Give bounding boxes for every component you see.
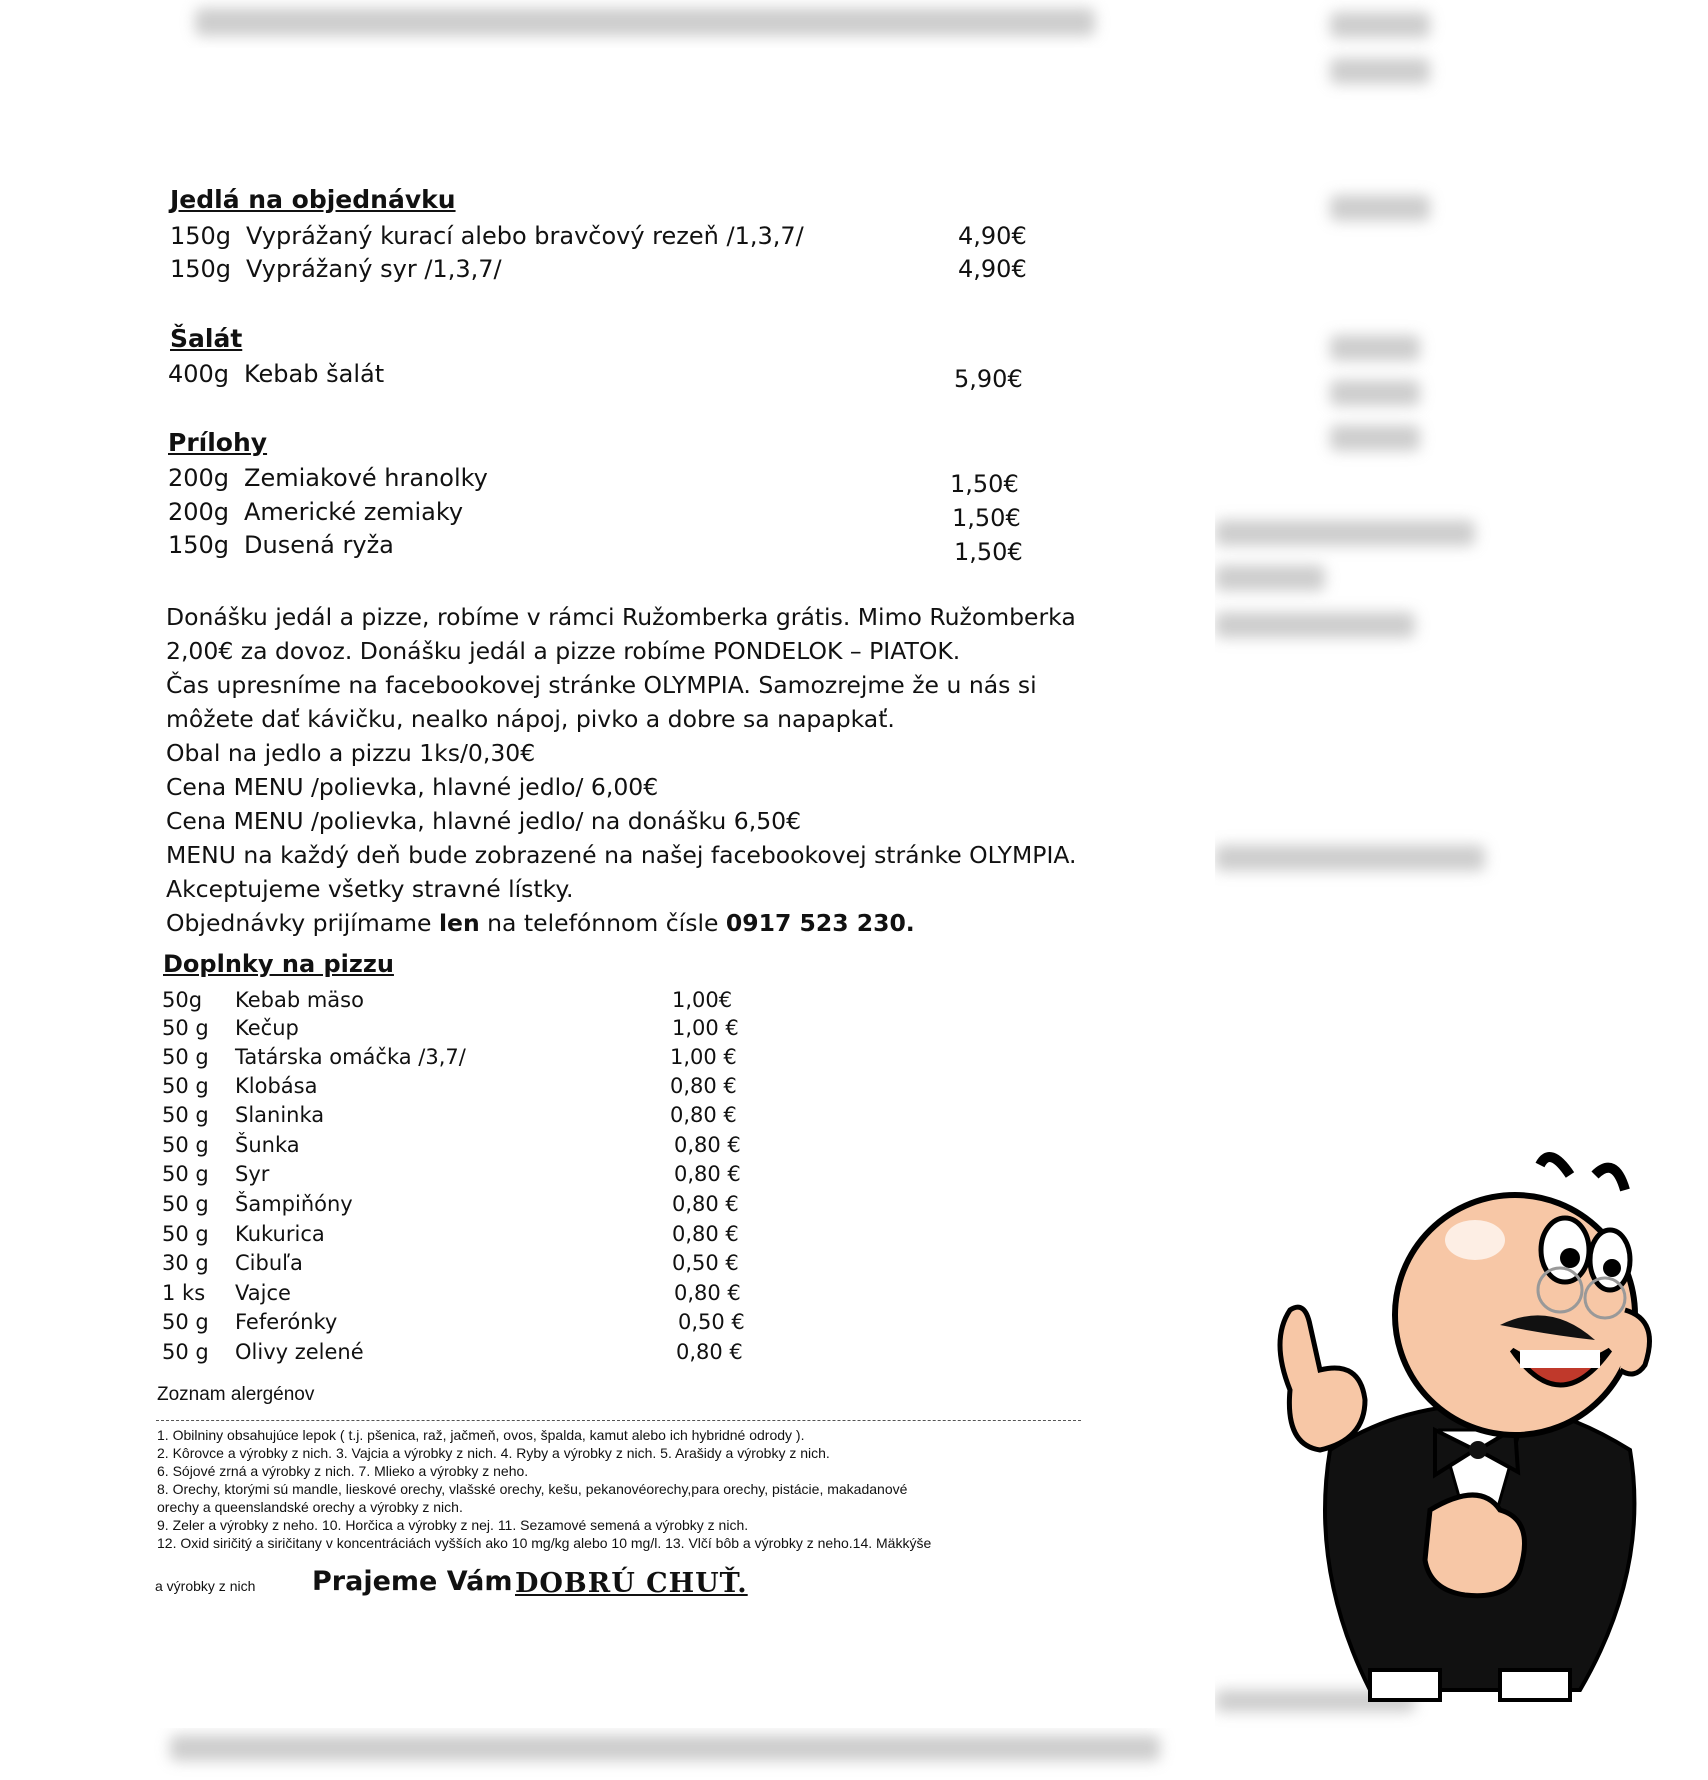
item-name: Šampiňóny (235, 1192, 353, 1216)
item-price: 0,80 € (670, 1103, 737, 1127)
doplnok-item (162, 1192, 739, 1216)
section-title-doplnky: Doplnky na pizzu (163, 950, 394, 978)
item-weight: 50 g (162, 1133, 209, 1157)
item-price: 1,50€ (952, 504, 1021, 532)
phone-number: 0917 523 230. (725, 909, 915, 937)
item-name: Syr (235, 1162, 270, 1186)
section-title-prilohy: Prílohy (168, 428, 268, 457)
item-name: Dusená ryža (244, 531, 394, 559)
order-line: Objednávky prijímame len na telefónnom čísle 0917 523 230. (166, 909, 915, 937)
item-name: Kebab mäso (235, 988, 364, 1012)
item-weight: 50 g (162, 1074, 209, 1098)
allergen-line: orechy a queenslandské orechy a výrobky z nich. (157, 1499, 463, 1515)
info-line: Obal na jedlo a pizzu 1ks/0,30€ (166, 739, 536, 767)
item-name: Feferónky (235, 1310, 338, 1334)
allergen-tail: a výrobky z nich (155, 1578, 256, 1594)
item-name: Cibuľa (235, 1251, 303, 1275)
item-price: 1,00 € (672, 1016, 739, 1040)
item-name: Vyprážaný syr /1,3,7/ (246, 255, 502, 283)
item-price: 0,80 € (674, 1133, 741, 1157)
item-name: Klobása (235, 1074, 318, 1098)
item-name: Zemiakové hranolky (244, 464, 488, 492)
info-line: Akceptujeme všetky stravné lístky. (166, 875, 574, 903)
item-name: Vyprážaný kurací alebo bravčový rezeň /1,3,7/ (246, 222, 804, 250)
doplnok-item (162, 1340, 743, 1364)
item-weight: 50 g (162, 1310, 209, 1334)
item-name: Slaninka (235, 1103, 325, 1127)
item-weight: 150g (168, 531, 230, 559)
item-price: 1,00€ (672, 988, 733, 1012)
item-price: 0,80 € (676, 1340, 743, 1364)
item-price: 0,80 € (672, 1222, 739, 1246)
menu-item (168, 531, 1028, 566)
item-price: 1,00 € (670, 1045, 737, 1069)
item-weight: 200g (168, 464, 230, 492)
info-line: Cena MENU /polievka, hlavné jedlo/ na donášku 6,50€ (166, 807, 802, 835)
waiter-mascot-icon (1250, 1150, 1670, 1710)
menu-item (170, 222, 1030, 250)
item-price: 1,50€ (954, 538, 1023, 566)
item-name: Olivy zelené (235, 1340, 364, 1364)
item-weight: 50 g (162, 1162, 209, 1186)
item-weight: 400g (168, 360, 230, 388)
item-name: Tatárska omáčka /3,7/ (235, 1045, 466, 1069)
item-price: 0,80 € (674, 1281, 741, 1305)
item-weight: 150g (170, 255, 232, 283)
allergen-line: 9. Zeler a výrobky z neho. 10. Horčica a výrobky z nej. 11. Sezamové semená a výrobky z nich. (157, 1517, 749, 1533)
item-price: 4,90€ (958, 255, 1027, 283)
item-price: 0,50 € (678, 1310, 745, 1334)
allergen-title: Zoznam alergénov (157, 1384, 315, 1405)
item-name: Šunka (235, 1133, 300, 1157)
menu-item (168, 498, 1028, 532)
doplnok-item (162, 1281, 741, 1305)
item-weight: 50 g (162, 1103, 209, 1127)
menu-item (168, 360, 1028, 393)
item-price: 4,90€ (958, 222, 1027, 250)
delivery-info (166, 600, 1096, 940)
doplnok-item (162, 1133, 741, 1157)
allergen-line: 8. Orechy, ktorými sú mandle, lieskové orechy, vlašské orechy, kešu, pekanovéorechy,para orechy, pistácie, makadanové (157, 1481, 908, 1497)
doplnok-item (162, 1310, 745, 1334)
footer-greeting: Prajeme Vám (312, 1566, 513, 1597)
item-weight: 150g (170, 222, 232, 250)
item-weight: 30 g (162, 1251, 209, 1275)
item-price: 0,80 € (672, 1192, 739, 1216)
allergen-line: 1. Obilniny obsahujúce lepok ( t.j. pšenica, raž, jačmeň, ovos, špalda, kamut alebo ich hybridné odrody ). (157, 1427, 805, 1443)
item-weight: 50 g (162, 1340, 209, 1364)
section-title-jedla: Jedlá na objednávku (170, 185, 456, 214)
item-name: Kukurica (235, 1222, 325, 1246)
allergen-line: 6. Sójové zrná a výrobky z nich. 7. Mlieko a výrobky z neho. (157, 1463, 529, 1479)
item-weight: 50 g (162, 1016, 209, 1040)
info-line: Cena MENU /polievka, hlavné jedlo/ 6,00€ (166, 773, 659, 801)
footer-wish: DOBRÚ CHUŤ. (515, 1568, 748, 1599)
item-weight: 50 g (162, 1192, 209, 1216)
item-weight: 200g (168, 498, 230, 526)
allergen-list (157, 1426, 1102, 1552)
item-name: Americké zemiaky (244, 498, 464, 526)
item-price: 0,80 € (670, 1074, 737, 1098)
info-line: MENU na každý deň bude zobrazené na našej facebookovej stránke OLYMPIA. (166, 841, 1077, 869)
item-weight: 1 ks (162, 1281, 206, 1305)
menu-item (168, 464, 1028, 498)
item-name: Vajce (235, 1281, 291, 1305)
doplnok-item (162, 1103, 737, 1127)
item-price: 5,90€ (954, 365, 1023, 393)
doplnok-item (162, 1045, 737, 1069)
item-price: 0,50 € (672, 1251, 739, 1275)
doplnok-item (162, 1016, 739, 1040)
item-name: Kebab šalát (244, 360, 385, 388)
menu-item (170, 255, 1030, 283)
item-price: 0,80 € (674, 1162, 741, 1186)
doplnok-item (162, 988, 733, 1012)
item-weight: 50g (162, 988, 203, 1012)
doplnok-item (162, 1222, 739, 1246)
divider (156, 1420, 1081, 1421)
doplnok-item (162, 1074, 737, 1098)
info-line: môžete dať kávičku, nealko nápoj, pivko a dobre sa napapkať. (166, 705, 895, 733)
section-title-salat: Šalát (170, 324, 243, 353)
doplnok-item (162, 1162, 741, 1186)
item-weight: 50 g (162, 1222, 209, 1246)
info-line: Donášku jedál a pizze, robíme v rámci Ružomberka grátis. Mimo Ružomberka (166, 603, 1076, 631)
info-line: 2,00€ za dovoz. Donášku jedál a pizze robíme PONDELOK – PIATOK. (166, 637, 961, 665)
item-weight: 50 g (162, 1045, 209, 1069)
item-name: Kečup (235, 1016, 299, 1040)
item-price: 1,50€ (950, 470, 1019, 498)
allergen-line: 2. Kôrovce a výrobky z nich. 3. Vajcia a výrobky z nich. 4. Ryby a výrobky z nich. 5. Arašidy a výrobky z nich. (157, 1445, 830, 1461)
doplnok-item (162, 1251, 739, 1275)
info-line: Čas upresníme na facebookovej stránke OLYMPIA. Samozrejme že u nás si (166, 671, 1037, 699)
allergen-line: 12. Oxid siričitý a siričitany v koncentráciách vyšších ako 10 mg/kg alebo 10 mg/l. 13. Vlčí bôb a výrobky z neho.14. Mäkkýše (157, 1535, 932, 1551)
